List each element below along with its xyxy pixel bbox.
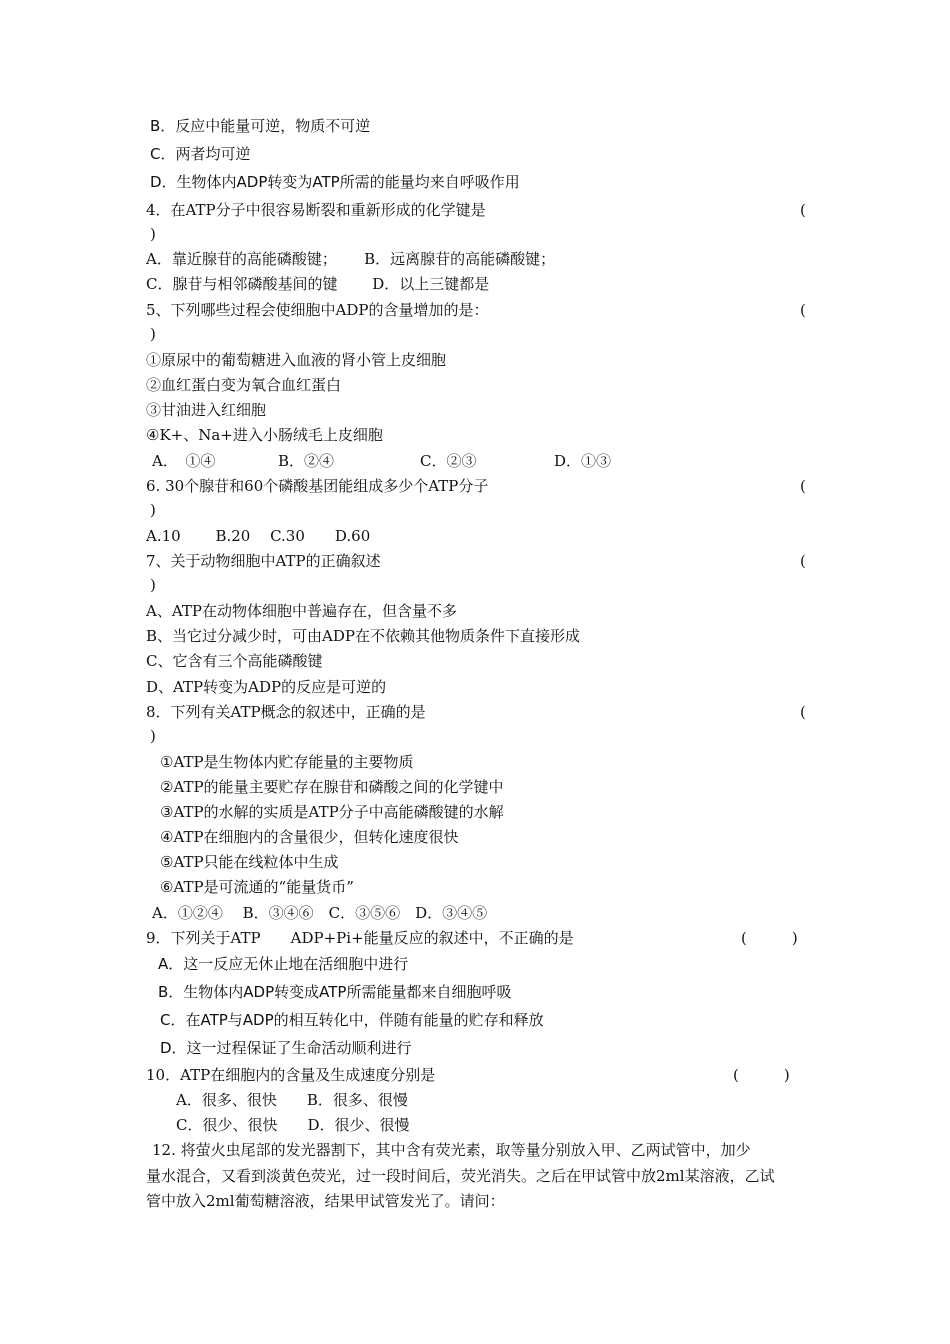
q3-option-c: C．两者均可逆 (150, 145, 251, 163)
q10-answer-paren: ( ) (733, 1066, 790, 1084)
q8-item-4: ④ATP在细胞内的含量很少，但转化速度很快 (160, 828, 459, 846)
q7-answer-paren-open: ( (800, 552, 806, 570)
q10-options-ab: A．很多、很快 B．很多、很慢 (176, 1091, 408, 1109)
q10-options-cd: C．很少、很快 D．很少、很慢 (176, 1116, 410, 1134)
q8-item-3: ③ATP的水解的实质是ATP分子中高能磷酸键的水解 (160, 803, 504, 821)
q8-stem: 8．下列有关ATP概念的叙述中，正确的是 (146, 703, 426, 721)
q6-answer-paren-open: ( (800, 477, 806, 495)
q9-option-a: A．这一反应无休止地在活细胞中进行 (158, 955, 409, 973)
q5-item-1: ①原尿中的葡萄糖进入血液的肾小管上皮细胞 (146, 351, 447, 369)
q3-option-b: B．反应中能量可逆，物质不可逆 (150, 117, 371, 135)
q8-answer-paren-open: ( (800, 703, 806, 721)
q8-item-5: ⑤ATP只能在线粒体中生成 (160, 853, 339, 871)
q12-stem-line-1: 12. 将萤火虫尾部的发光器割下，其中含有荧光素，取等量分别放入甲、乙两试管中，加少 (152, 1141, 751, 1159)
q5-stem: 5、下列哪些过程会使细胞中ADP的含量增加的是： (146, 301, 489, 319)
q3-option-d: D．生物体内ADP转变为ATP所需的能量均来自呼吸作用 (150, 173, 520, 191)
q5-answer-paren-open: ( (800, 301, 806, 319)
q7-answer-paren-close: ) (150, 576, 156, 594)
q10-stem: 10．ATP在细胞内的含量及生成速度分别是 (146, 1066, 436, 1084)
q8-item-2: ②ATP的能量主要贮存在腺苷和磷酸之间的化学键中 (160, 778, 504, 796)
q12-stem-line-2: 量水混合，又看到淡黄色荧光，过一段时间后，荧光消失。之后在甲试管中放2ml某溶液，乙试 (146, 1167, 775, 1185)
q7-option-c: C、它含有三个高能磷酸键 (146, 652, 323, 670)
q4-options-ab: A．靠近腺苷的高能磷酸键； B．远离腺苷的高能磷酸键； (146, 250, 556, 268)
q5-option-a: A． ①④ (152, 452, 216, 470)
q6-answer-paren-close: ) (150, 501, 156, 519)
q5-item-4: ④K+、Na+进入小肠绒毛上皮细胞 (146, 426, 383, 444)
q8-item-6: ⑥ATP是可流通的“能量货币” (160, 878, 354, 896)
q5-option-c: C．②③ (420, 452, 477, 470)
q8-item-1: ①ATP是生物体内贮存能量的主要物质 (160, 753, 414, 771)
q7-option-b: B、当它过分减少时，可由ADP在不依赖其他物质条件下直接形成 (146, 627, 580, 645)
q5-option-b: B．②④ (278, 452, 335, 470)
q5-item-3: ③甘油进入红细胞 (146, 401, 267, 419)
q12-stem-line-3: 管中放入2ml葡萄糖溶液，结果甲试管发光了。请问： (146, 1192, 505, 1210)
q4-stem: 4．在ATP分子中很容易断裂和重新形成的化学键是 (146, 201, 486, 219)
q4-answer-paren-open: ( (800, 201, 806, 219)
q9-stem: 9．下列关于ATP ADP+Pi+能量反应的叙述中，不正确的是 (146, 929, 574, 947)
q9-option-b: B．生物体内ADP转变成ATP所需能量都来自细胞呼吸 (158, 983, 512, 1001)
q7-option-a: A、ATP在动物体细胞中普遍存在，但含量不多 (146, 602, 457, 620)
q5-option-d: D．①③ (554, 452, 612, 470)
q5-answer-paren-close: ) (150, 325, 156, 343)
q9-option-d: D．这一过程保证了生命活动顺利进行 (160, 1039, 412, 1057)
q7-option-d: D、ATP转变为ADP的反应是可逆的 (146, 678, 387, 696)
q5-item-2: ②血红蛋白变为氧合血红蛋白 (146, 376, 342, 394)
q8-options: A．①②④ B．③④⑥ C．③⑤⑥ D．③④⑤ (152, 904, 488, 922)
q4-options-cd: C．腺苷与相邻磷酸基间的键 D．以上三键都是 (146, 275, 490, 293)
q9-answer-paren: ( ) (741, 929, 798, 947)
q6-stem: 6. 30个腺苷和60个磷酸基团能组成多少个ATP分子 (146, 477, 489, 495)
q4-answer-paren-close: ) (150, 225, 156, 243)
q6-options: A.10 B.20 C.30 D.60 (146, 527, 371, 545)
q9-option-c: C．在ATP与ADP的相互转化中，伴随有能量的贮存和释放 (160, 1011, 544, 1029)
q7-stem: 7、关于动物细胞中ATP的正确叙述 (146, 552, 381, 570)
q8-answer-paren-close: ) (150, 727, 156, 745)
